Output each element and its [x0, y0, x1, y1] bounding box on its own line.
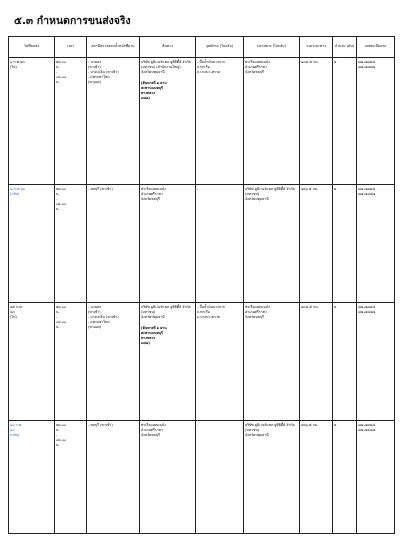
table-row	[9, 185, 395, 303]
stations-cell	[87, 303, 140, 421]
time-cell-line: น.	[56, 64, 60, 69]
count-cell	[333, 421, 357, 534]
plates-cell	[357, 303, 395, 421]
time-cell-line: -	[56, 432, 58, 437]
stations-cell-line: (ขาเข้า)	[88, 64, 101, 69]
count-cell-value: ๒	[334, 422, 337, 427]
destination-cell-line: อำเภอศรีราชา	[245, 309, 267, 314]
date-cell	[9, 421, 55, 534]
rest-stop-cell	[196, 421, 244, 534]
destination-cell	[244, 58, 300, 185]
origin-cell-line: ท่าเรือแหลมฉบัง	[141, 422, 166, 427]
rest-stop-cell-line: -	[197, 422, 199, 427]
plates-cell-line: ๗๗-๗๗๘๘	[358, 59, 376, 64]
plates-cell	[357, 58, 395, 185]
origin-note-line: (ต้นทางที่ ๑ ผ่าน	[141, 325, 167, 330]
destination-cell-line: บริษัท ยูนิเวอร์แซล ยูทิลิตี้ส์ จำกัด (มหาชน)	[245, 422, 295, 432]
distance-cell	[300, 58, 333, 185]
time-cell	[55, 185, 87, 303]
plates-cell-line: ๗๗-๗๗๘๘	[358, 422, 376, 427]
time-cell-line: ๐๔.๐๐	[56, 319, 67, 324]
count-cell-value: ๒	[334, 186, 337, 191]
rest-stop-cell-line: -	[197, 186, 199, 191]
date-cell	[9, 185, 55, 303]
rest-stop-cell	[196, 303, 244, 421]
plates-cell-line: ๗๗-๗๘๘๗	[358, 64, 376, 69]
date-cell-line: ๑๖ ก.พ.	[10, 422, 23, 427]
stations-cell-line: (ขาเข้า)	[88, 309, 101, 314]
origin-note-line: ๓๔๑)	[141, 95, 150, 100]
origin-note-line: สะพานนนทบุรี	[141, 85, 163, 90]
plates-cell-line: ๗๗-๗๗๘๘	[358, 304, 376, 309]
date-cell-line: ๗ ก.พ.๖๓	[10, 186, 26, 191]
time-cell-line: ๒๒.๐๐	[56, 304, 66, 309]
plates-cell-line: ๗๗-๗๘๘๗	[358, 427, 376, 432]
time-cell-line: ๒๒.๐๐	[56, 59, 66, 64]
stations-cell-line: - แพรกษาใหม่	[88, 74, 110, 79]
destination-cell-line: จังหวัดปทุมธานี	[245, 196, 269, 201]
destination-cell-line: จังหวัดชลบุรี	[245, 69, 264, 74]
rest-stop-cell-line: ถ.ท่าเรือ	[197, 309, 210, 314]
origin-cell-line: ท่าเรือแหลมฉบัง	[141, 186, 166, 191]
destination-cell	[244, 185, 300, 303]
time-cell-line: น.	[56, 309, 60, 314]
date-cell	[9, 303, 55, 421]
count-cell-value: ๒	[334, 59, 337, 64]
stations-cell-line: - บางปะอิน (ขาเข้า)	[88, 314, 119, 319]
distance-cell-value: ๑๒๖.๕ กม.	[301, 186, 319, 191]
stations-cell-line: - บางปะอิน (ขาเข้า)	[88, 69, 119, 74]
origin-cell-line: จังหวัดปทุมธานี	[141, 314, 165, 319]
distance-cell	[300, 303, 333, 421]
stations-cell-line: - นวนคร	[88, 304, 102, 309]
stations-cell	[87, 421, 140, 534]
header-count: จำนวน (คัน)	[333, 37, 357, 58]
origin-cell-line: อำเภอศรีราชา	[141, 191, 163, 196]
header-plates: เลขทะเบียนรถ	[357, 37, 395, 58]
origin-note-line: ๓๔๑)	[141, 340, 150, 345]
destination-cell	[244, 303, 300, 421]
destination-cell-line: อำเภอศรีราชา	[245, 64, 267, 69]
table-row	[9, 303, 395, 421]
time-cell	[55, 303, 87, 421]
time-cell-line: ๐๔.๐๐	[56, 74, 67, 79]
table-row	[9, 421, 395, 534]
header-date: วันที่ขนส่ง	[9, 37, 55, 58]
header-distance: รวมระยะทาง	[300, 37, 333, 58]
time-cell-line: ๐๔.๐๐	[56, 437, 67, 442]
count-cell-value: ๒	[334, 304, 337, 309]
destination-cell-line: จังหวัดปทุมธานี	[245, 432, 269, 437]
count-cell	[333, 303, 357, 421]
date-cell-line: (ไป)	[10, 64, 17, 69]
header-time: เวลา	[55, 37, 87, 58]
plates-cell	[357, 421, 395, 534]
origin-cell-line: บริษัท ยูนิเวอร์แซล ยูทิลิตี้ส์ จำกัด (มหาชน) (สำนักงานใหญ่)	[141, 59, 191, 69]
time-cell-line: ๒๒.๐๐	[56, 186, 66, 191]
time-cell-line: -	[56, 196, 58, 201]
stations-cell	[87, 58, 140, 185]
stations-cell	[87, 185, 140, 303]
destination-cell-line: จังหวัดชลบุรี	[245, 314, 264, 319]
stations-cell-line: (ขาออก)	[88, 79, 102, 84]
plates-cell	[357, 185, 395, 303]
table-row	[9, 58, 395, 185]
distance-cell	[300, 185, 333, 303]
rest-stop-cell	[196, 185, 244, 303]
origin-cell-line: จังหวัดชลบุรี	[141, 196, 160, 201]
header-origin: ต้นทาง	[140, 37, 196, 58]
count-cell	[333, 58, 357, 185]
date-cell-line: ๖๓	[10, 427, 15, 432]
origin-cell-line: จังหวัดชลบุรี	[141, 432, 160, 437]
time-cell-line: น.	[56, 324, 60, 329]
origin-cell-line: อำเภอศรีราชา	[141, 427, 163, 432]
date-cell-line: (กลับ)	[10, 191, 20, 196]
date-cell-line: (ไป)	[10, 314, 17, 319]
time-cell	[55, 421, 87, 534]
origin-note-line: สะพานนนทบุรี	[141, 330, 163, 335]
distance-cell	[300, 421, 333, 534]
origin-cell-line: บริษัท ยูนิเวอร์แซล ยูทิลิตี้ส์ จำกัด (มหาชน)	[141, 304, 191, 314]
rest-stop-cell-line: ถ.ท่าเรือ	[197, 64, 210, 69]
origin-note-line: ทางหลวง	[141, 90, 156, 95]
time-cell-line: ๒๒.๐๐	[56, 422, 66, 427]
date-cell-line: ๑๕ ก.พ.	[10, 304, 23, 309]
date-cell-line: ๖ ก.พ.๖๓	[10, 59, 25, 64]
time-cell-line: น.	[56, 191, 60, 196]
transport-schedule-table	[8, 36, 395, 534]
destination-cell-line: บริษัท ยูนิเวอร์แซล ยูทิลิตี้ส์ จำกัด (มหาชน)	[245, 186, 295, 196]
origin-cell-line: จังหวัดปทุมธานี	[141, 69, 165, 74]
origin-cell	[140, 185, 196, 303]
destination-cell-line: ท่าเรือแหลมฉบัง	[245, 304, 270, 309]
time-cell-line: -	[56, 69, 58, 74]
stations-cell-line: - ชลบุรี (ขาเข้า)	[88, 186, 113, 191]
stations-cell-line: - แพรกษาใหม่	[88, 319, 110, 324]
date-cell-line: ๖๓	[10, 309, 15, 314]
time-cell-line: -	[56, 314, 58, 319]
rest-stop-cell-line: ถ.บางนา-ตราด	[197, 69, 221, 74]
distance-cell-value: ๑๓๔.๕ กม.	[301, 59, 319, 64]
rest-stop-cell-line: ถ.บางนา-ตราด	[197, 314, 221, 319]
origin-note-line: (ต้นทางที่ ๑ ผ่าน	[141, 80, 167, 85]
origin-note-line: ทางหลวง	[141, 335, 156, 340]
time-cell-line: ๐๔.๐๐	[56, 201, 67, 206]
distance-cell-value: ๑๒๖.๕ กม.	[301, 422, 319, 427]
plates-cell-line: ๗๗-๗๘๘๗	[358, 191, 376, 196]
destination-cell	[244, 421, 300, 534]
header-stations: สถานีตรวจสอบน้ำหนักที่ผ่าน	[87, 37, 140, 58]
stations-cell-line: - นวนคร	[88, 59, 102, 64]
origin-cell	[140, 58, 196, 185]
origin-cell	[140, 421, 196, 534]
header-row	[9, 37, 395, 58]
header-destination: ปลายทาง (ไปกลับ)	[244, 37, 300, 58]
date-cell-line: (กลับ)	[10, 432, 20, 437]
rest-stop-cell	[196, 58, 244, 185]
rest-stop-cell-line: - ปั๊มน้ำมันบางจาก	[197, 304, 225, 309]
time-cell-line: น.	[56, 79, 60, 84]
time-cell-line: น.	[56, 442, 60, 447]
origin-cell	[140, 303, 196, 421]
time-cell-line: น.	[56, 427, 60, 432]
time-cell-line: น.	[56, 206, 60, 211]
section-heading: ๕.๓ กำหนดการขนส่งจริง	[14, 15, 131, 27]
plates-cell-line: ๗๗-๗๗๘๘	[358, 186, 376, 191]
stations-cell-line: - ชลบุรี (ขาเข้า)	[88, 422, 113, 427]
distance-cell-value: ๑๓๔.๕ กม.	[301, 304, 319, 309]
count-cell	[333, 185, 357, 303]
header-rest-stop: จุดพักรถ (ไปกลับ)	[196, 37, 244, 58]
stations-cell-line: (ขาออก)	[88, 324, 102, 329]
rest-stop-cell-line: - ปั๊มน้ำมันบางจาก	[197, 59, 225, 64]
destination-cell-line: ท่าเรือแหลมฉบัง	[245, 59, 270, 64]
plates-cell-line: ๗๗-๗๘๘๗	[358, 309, 376, 314]
time-cell	[55, 58, 87, 185]
date-cell	[9, 58, 55, 185]
